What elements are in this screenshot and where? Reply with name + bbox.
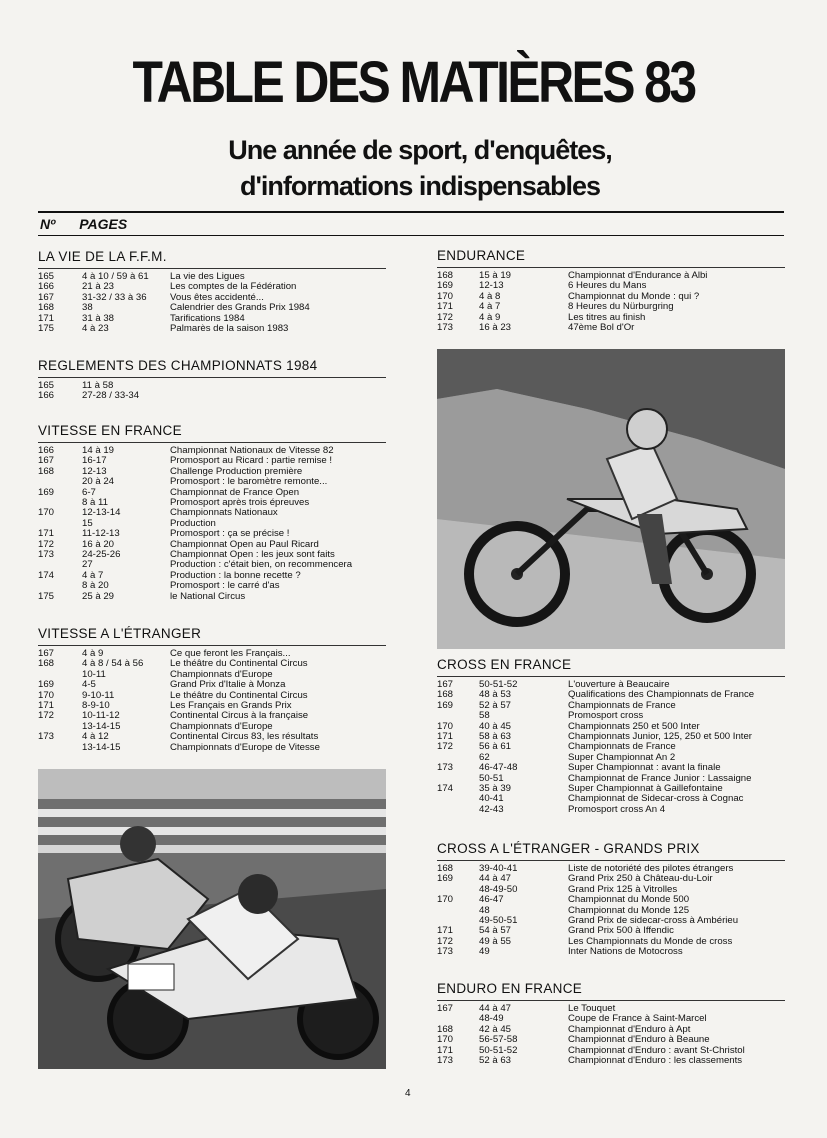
- page-range: 15 à 19: [479, 270, 512, 281]
- page-range: 4 à 8: [479, 290, 501, 302]
- article-title: Championnat d'Enduro à Apt: [568, 1023, 691, 1035]
- issue-number: 168: [437, 863, 454, 874]
- issue-number: 168: [437, 689, 454, 701]
- page-range: 56 à 61: [479, 741, 512, 753]
- article-title: Grand Prix d'Italie à Monza: [170, 679, 286, 691]
- article-title: Promosport au Ricard : partie remise !: [170, 455, 333, 467]
- page-range: 4 à 8 / 54 à 56: [82, 658, 144, 670]
- page-range: 13-14-15: [82, 720, 121, 732]
- issue-number: 170: [38, 689, 55, 701]
- article-title: Championnat de Sidecar-cross à Cognac: [568, 793, 744, 805]
- issue-number: 168: [38, 465, 55, 477]
- section-vitesse-etranger: [38, 626, 386, 753]
- page-number: 4: [405, 1088, 411, 1099]
- section-cross-france: [437, 657, 785, 815]
- page-range: 54 à 57: [479, 925, 512, 937]
- issue-number: 173: [38, 731, 55, 743]
- page-range: 39-40-41: [479, 863, 518, 874]
- article-title: Continental Circus 83, les résultats: [170, 731, 319, 743]
- article-title: Championnat de France Junior : Lassaigne: [568, 772, 752, 784]
- page-range: 11-12-13: [82, 528, 120, 540]
- page-range: 4 à 9: [479, 311, 501, 323]
- article-title: Championnats de France: [568, 699, 676, 711]
- article-title: Les Français en Grands Prix: [170, 700, 292, 712]
- toc-row: [437, 947, 785, 957]
- toc-rows: [437, 864, 785, 958]
- issue-number: 173: [38, 549, 55, 561]
- section-reglements: [38, 358, 386, 402]
- issue-number: 166: [38, 390, 55, 402]
- issue-number: 171: [437, 1044, 454, 1056]
- article-title: Inter Nations de Motocross: [568, 946, 683, 958]
- article-title: Championnats d'Europe: [170, 668, 273, 680]
- article-title: [170, 391, 386, 401]
- column-header: [40, 216, 151, 232]
- page-range: 35 à 39: [479, 783, 512, 795]
- article-title: Tarifications 1984: [170, 312, 245, 324]
- page-range: 49 à 55: [479, 935, 512, 947]
- page-range: 58: [479, 710, 490, 722]
- page-range: 10-11: [82, 668, 106, 680]
- article-title: Grand Prix de sidecar-cross à Ambérieu: [568, 915, 739, 927]
- article-title: [170, 381, 386, 391]
- page-range: 31 à 38: [82, 312, 115, 324]
- page-range: 49-50-51: [479, 915, 518, 927]
- page-range: 52 à 57: [479, 699, 512, 711]
- article-title: Ce que feront les Français...: [170, 648, 291, 659]
- issue-number: 169: [437, 280, 454, 292]
- article-title: Championnats de France: [568, 741, 676, 753]
- page-range: 21 à 23: [82, 281, 115, 293]
- issue-number: 165: [38, 271, 55, 282]
- issue-number: 167: [38, 648, 55, 659]
- page-range: 40-41: [479, 793, 504, 805]
- page-range: 4 à 10 / 59 à 61: [82, 271, 149, 282]
- issue-number: 170: [437, 1034, 454, 1046]
- page-range: 16 à 23: [479, 322, 512, 334]
- road-racing-illustration: [38, 769, 386, 1069]
- issue-number: 170: [437, 894, 454, 906]
- motocross-illustration: [437, 349, 785, 649]
- section-title: ENDURANCE: [437, 248, 785, 268]
- section-vie-ffm: [38, 249, 386, 334]
- toc-rows: [38, 446, 386, 602]
- page-range: 27-28 / 33-34: [82, 390, 140, 402]
- article-title: Production : la bonne recette ?: [170, 569, 301, 581]
- page-range: 44 à 47: [479, 873, 512, 885]
- article-title: Liste de notoriété des pilotes étrangers: [568, 863, 734, 874]
- article-title: le National Circus: [170, 590, 246, 602]
- article-title: Coupe de France à Saint-Marcel: [568, 1013, 707, 1025]
- page-range: 4 à 7: [82, 569, 104, 581]
- article-title: Promosport après trois épreuves: [170, 497, 310, 509]
- issue-number: 172: [38, 710, 55, 722]
- toc-row: [38, 324, 386, 334]
- article-title: 47ème Bol d'Or: [568, 322, 635, 334]
- issue-number: 166: [38, 281, 55, 293]
- issue-number: 174: [38, 569, 55, 581]
- issue-number: 169: [38, 486, 55, 498]
- issue-number: 169: [437, 873, 454, 885]
- toc-row: [38, 592, 386, 602]
- page-range: 27: [82, 559, 93, 571]
- page-range: 14 à 19: [82, 445, 115, 456]
- issue-number: 172: [38, 538, 55, 550]
- article-title: Championnat Open : les jeux sont faits: [170, 549, 335, 561]
- issue-number: 169: [38, 679, 55, 691]
- article-title: Continental Circus à la française: [170, 710, 309, 722]
- section-title: VITESSE EN FRANCE: [38, 423, 386, 443]
- page-range: 49: [479, 946, 490, 958]
- page-range: 16 à 20: [82, 538, 115, 550]
- page-title: TABLE DES MATIÈRES 83: [132, 50, 695, 115]
- article-title: Championnats 250 et 500 Inter: [568, 720, 700, 732]
- article-title: Championnats d'Europe: [170, 720, 273, 732]
- page-range: 10-11-12: [82, 710, 120, 722]
- issue-number: 174: [437, 783, 454, 795]
- page-range: 46-47-48: [479, 762, 518, 774]
- article-title: Les comptes de la Fédération: [170, 281, 297, 293]
- page-range: 4-5: [82, 679, 96, 691]
- article-title: Les titres au finish: [568, 311, 646, 323]
- column-header-no: Nº: [40, 216, 56, 232]
- toc-rows: [437, 680, 785, 815]
- article-title: Super Championnat An 2: [568, 751, 676, 763]
- road-racing-photo: [38, 769, 386, 1069]
- article-title: Calendrier des Grands Prix 1984: [170, 302, 310, 314]
- toc-row: [38, 743, 386, 753]
- article-title: Vous êtes accidenté...: [170, 291, 264, 303]
- page-range: 42-43: [479, 803, 504, 815]
- header-rule: [38, 211, 784, 213]
- page-range: 48: [479, 904, 490, 916]
- page-range: 15: [82, 517, 93, 529]
- page-range: 42 à 45: [479, 1023, 512, 1035]
- page-range: 12-13: [82, 465, 107, 477]
- motocross-photo: [437, 349, 785, 649]
- article-title: Palmarès de la saison 1983: [170, 323, 289, 335]
- section-title: VITESSE A L'ÉTRANGER: [38, 626, 386, 646]
- page-range: 56-57-58: [479, 1034, 518, 1046]
- issue-number: 171: [437, 731, 454, 743]
- issue-number: 173: [437, 322, 454, 334]
- page-range: 20 à 24: [82, 476, 115, 488]
- section-title: ENDURO EN FRANCE: [437, 981, 785, 1001]
- article-title: Super Championnat : avant la finale: [568, 762, 721, 774]
- toc-rows: [437, 1004, 785, 1066]
- article-title: Promosport : le baromètre remonte...: [170, 476, 328, 488]
- section-endurance: [437, 248, 785, 333]
- section-title: CROSS EN FRANCE: [437, 657, 785, 677]
- article-title: Le théâtre du Continental Circus: [170, 658, 308, 670]
- article-title: Les Championnats du Monde de cross: [568, 935, 733, 947]
- page-range: 48-49-50: [479, 883, 518, 895]
- section-enduro-france: [437, 981, 785, 1066]
- page-range: 50-51-52: [479, 1044, 518, 1056]
- issue-number: 167: [38, 291, 55, 303]
- page-range: 4 à 7: [479, 301, 501, 313]
- issue-number: 171: [437, 925, 454, 937]
- page-range: 4 à 9: [82, 648, 104, 659]
- page-range: 16-17: [82, 455, 107, 467]
- page-subtitle-line2: d'informations indispensables: [240, 171, 600, 201]
- page-range: 12-13: [479, 280, 504, 292]
- page-range: 48 à 53: [479, 689, 512, 701]
- issue-number: 171: [38, 700, 55, 712]
- issue-number: 168: [38, 658, 55, 670]
- issue-number: [38, 743, 82, 753]
- issue-number: 171: [38, 312, 55, 324]
- issue-number: 170: [38, 507, 55, 519]
- toc-rows: [437, 271, 785, 333]
- section-title: CROSS A L'ÉTRANGER - GRANDS PRIX: [437, 841, 785, 861]
- toc-rows: [38, 649, 386, 753]
- issue-number: 173: [437, 762, 454, 774]
- article-title: Championnat d'Enduro à Beaune: [568, 1034, 710, 1046]
- article-title: 8 Heures du Nürburgring: [568, 301, 674, 313]
- article-title: Grand Prix 250 à Château-du-Loir: [568, 873, 713, 885]
- issue-number: [437, 794, 479, 804]
- page-range: 44 à 47: [479, 1003, 512, 1014]
- page-range: 8 à 11: [82, 497, 108, 509]
- issue-number: 168: [38, 302, 55, 314]
- issue-number: 167: [38, 455, 55, 467]
- issue-number: 167: [437, 1003, 454, 1014]
- article-title: Championnat d'Enduro : avant St-Christol: [568, 1044, 745, 1056]
- issue-number: 170: [437, 720, 454, 732]
- issue-number: 175: [38, 323, 55, 335]
- article-title: Qualifications des Championnats de France: [568, 689, 755, 701]
- section-cross-etranger: [437, 841, 785, 958]
- toc-row: [437, 805, 785, 815]
- page-range: 48-49: [479, 1013, 504, 1025]
- article-title: Le Touquet: [568, 1003, 616, 1014]
- page-range: 62: [479, 751, 490, 763]
- page-range: 6-7: [82, 486, 96, 498]
- article-title: Production: [170, 517, 216, 529]
- issue-number: 173: [437, 1055, 454, 1067]
- article-title: Promosport cross: [568, 710, 644, 722]
- article-title: Championnat d'Endurance à Albi: [568, 270, 708, 281]
- page-range: 8-9-10: [82, 700, 110, 712]
- toc-rows: [38, 381, 386, 402]
- page-range: 50-51: [479, 772, 504, 784]
- page-range: 31-32 / 33 à 36: [82, 291, 147, 303]
- toc-row: [437, 323, 785, 333]
- article-title: Championnats d'Europe de Vitesse: [170, 741, 320, 753]
- issue-number: 170: [437, 290, 454, 302]
- article-title: Championnat Open au Paul Ricard: [170, 538, 319, 550]
- article-title: Championnats Nationaux: [170, 507, 278, 519]
- page-range: 40 à 45: [479, 720, 512, 732]
- article-title: L'ouverture à Beaucaire: [568, 679, 670, 690]
- article-title: Championnat Nationaux de Vitesse 82: [170, 445, 334, 456]
- page-range: 25 à 29: [82, 590, 115, 602]
- page-range: 12-13-14: [82, 507, 121, 519]
- article-title: Promosport cross An 4: [568, 803, 666, 815]
- issue-number: 165: [38, 380, 55, 391]
- page-subtitle-line1: Une année de sport, d'enquêtes,: [228, 135, 612, 165]
- issue-number: 175: [38, 590, 55, 602]
- section-title: REGLEMENTS DES CHAMPIONNATS 1984: [38, 358, 386, 378]
- issue-number: 172: [437, 311, 454, 323]
- issue-number: 168: [437, 1023, 454, 1035]
- article-title: Championnat de France Open: [170, 486, 300, 498]
- toc-row: [38, 391, 386, 401]
- issue-number: 172: [437, 741, 454, 753]
- page-range: 52 à 63: [479, 1055, 512, 1067]
- issue-number: 167: [437, 679, 454, 690]
- issue-number: 166: [38, 445, 55, 456]
- issue-number: 173: [437, 946, 454, 958]
- column-header-rule: [38, 235, 784, 236]
- article-title: Promosport : ça se précise !: [170, 528, 290, 540]
- page-range: 4 à 23: [82, 323, 109, 335]
- article-title: Challenge Production première: [170, 465, 303, 477]
- article-title: Grand Prix 500 à Iffendic: [568, 925, 674, 937]
- issue-number: [437, 906, 479, 916]
- toc-row: [437, 1056, 785, 1066]
- page-range: 24-25-26: [82, 549, 121, 561]
- page-range: 9-10-11: [82, 689, 115, 701]
- page-range: 8 à 20: [82, 580, 109, 592]
- article-title: Super Championnat à Gaillefontaine: [568, 783, 723, 795]
- column-header-pages: PAGES: [79, 216, 128, 232]
- issue-number: 172: [437, 935, 454, 947]
- page-range: 13-14-15: [82, 741, 121, 753]
- page-range: 38: [82, 302, 93, 314]
- section-vitesse-france: [38, 423, 386, 602]
- issue-number: 168: [437, 270, 454, 281]
- article-title: 6 Heures du Mans: [568, 280, 647, 292]
- article-title: Championnat du Monde 125: [568, 904, 690, 916]
- page-range: 58 à 63: [479, 731, 512, 743]
- issue-number: 171: [437, 301, 454, 313]
- article-title: Championnat du Monde : qui ?: [568, 290, 700, 302]
- article-title: Championnat d'Enduro : les classements: [568, 1055, 743, 1067]
- article-title: Promosport : le carré d'as: [170, 580, 280, 592]
- article-title: Production : c'était bien, on recommencera: [170, 559, 353, 571]
- page-range: 46-47: [479, 894, 504, 906]
- article-title: Championnats Junior, 125, 250 et 500 Inter: [568, 731, 753, 743]
- article-title: Championnat du Monde 500: [568, 894, 690, 906]
- article-title: La vie des Ligues: [170, 271, 245, 282]
- issue-number: [437, 805, 479, 815]
- page-range: 50-51-52: [479, 679, 518, 690]
- section-title: LA VIE DE LA F.F.M.: [38, 249, 386, 269]
- article-title: Le théâtre du Continental Circus: [170, 689, 308, 701]
- issue-number: 169: [437, 699, 454, 711]
- page-range: 11 à 58: [82, 380, 114, 391]
- issue-number: 171: [38, 528, 55, 540]
- article-title: Grand Prix 125 à Vitrolles: [568, 883, 678, 895]
- toc-rows: [38, 272, 386, 334]
- page-range: 4 à 12: [82, 731, 109, 743]
